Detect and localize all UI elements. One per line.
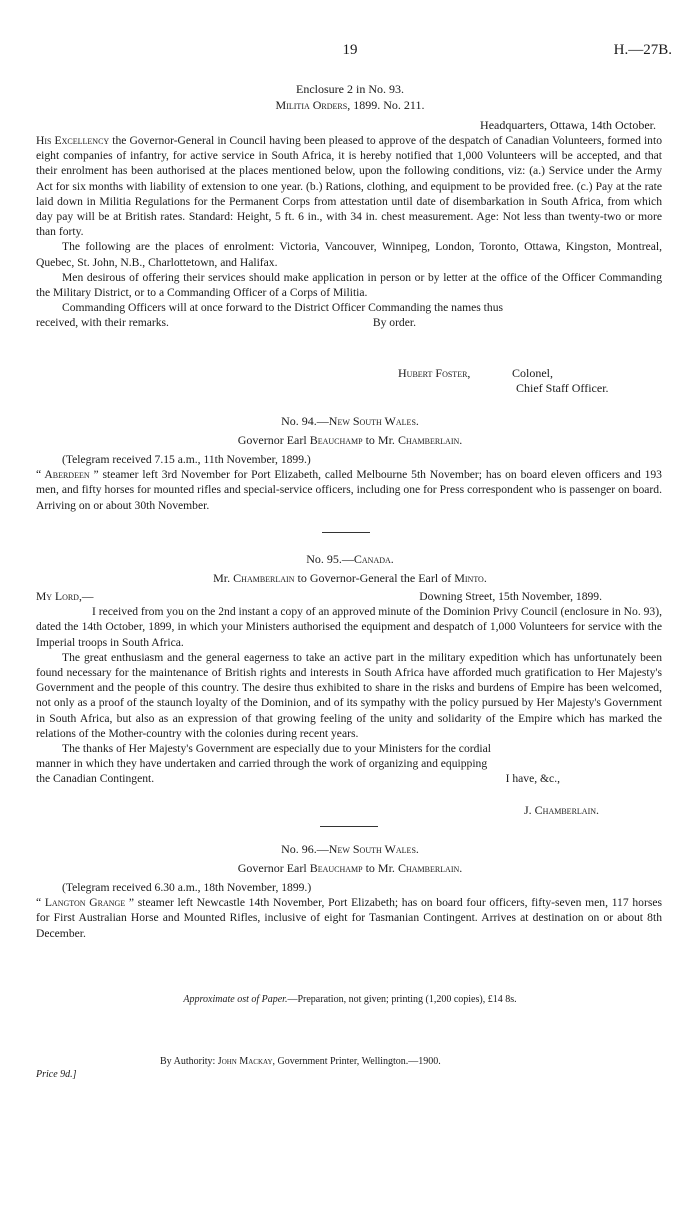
section-divider	[320, 826, 378, 827]
cost-note	[0, 994, 700, 1005]
enclosure-body	[36, 133, 662, 331]
from-prefix: Mr.	[213, 571, 234, 585]
militia-orders-label: Militia Orders, 1899.	[275, 98, 381, 112]
telegram-received: (Telegram received 6.30 a.m., 18th November, 1899.)	[62, 881, 312, 894]
heading-number: No. 95.—	[306, 552, 354, 566]
heading-place: New South Wales.	[328, 842, 419, 856]
excellency-lead: His Excellency	[36, 134, 110, 147]
printer-name: John Mackay	[217, 1056, 273, 1067]
authority-prefix: By Authority:	[160, 1056, 218, 1067]
cost-rest: —Preparation, not given; printing (1,200 copies), £14 8s.	[287, 994, 517, 1005]
price: Price 9d.]	[36, 1069, 77, 1080]
heading-number: No. 94.—	[281, 414, 329, 428]
paragraph-text: the Governor-General in Council having been pleased to approve of the despatch of Canadian Volunteers, formed into eight companies of infantry, for active service in South Africa, it is hereby notified that 1,000 Volunteers will be accepted, and that their enrolment has been authorised at the places mentioned below, upon the following conditions, viz: (a.) Service under the Army Act for six months with liability of extension to one year. (b.) Rations, clothing, and equipment to be provided free. (c.) Pay at the rate laid down in Militia Regulations for the Permanent Corps from attestation until date of disembarkation in South Africa, from which day pay will be at British rates. Standard: Height, 5 ft. 6 in., with 34 in. chest measurement. Age: Not less than twenty-two or more than forty.	[36, 134, 662, 239]
no94-heading	[0, 414, 700, 429]
paragraph: I received from you on the 2nd instant a copy of an approved minute of the Dominion Privy Council (enclosure in No. 93), dated the 14th October, 1899, in which your Ministers authorised the equipment and despatch of 1,000 Volunteers for service with the Imperial troops in South Africa.	[36, 605, 662, 649]
to-text: to Governor-General the Earl of	[294, 571, 455, 585]
paragraph-line: manner in which they have undertaken and carried through the work of organizing and equipping	[36, 757, 488, 771]
closing: I have, &c.,	[505, 772, 560, 786]
paragraph-line: received, with their remarks.	[36, 316, 169, 330]
no94-correspondents	[0, 433, 700, 448]
to-prefix: to Mr.	[362, 433, 398, 447]
salutation: My Lord,—	[36, 590, 94, 603]
section-divider	[322, 532, 370, 533]
enclosure-title: Enclosure 2 in No. 93.	[296, 82, 404, 96]
from-name: Chamberlain	[233, 571, 295, 585]
headquarters-date: Headquarters, Ottawa, 14th October.	[480, 118, 656, 132]
signer-rank: Colonel,	[512, 366, 553, 380]
to-name: Chamberlain.	[397, 861, 463, 875]
to-prefix: to Mr.	[362, 861, 398, 875]
by-order: By order.	[372, 316, 416, 330]
signature: J. Chamberlain.	[524, 803, 600, 817]
paragraph: Men desirous of offering their services should make application in person or by letter at the office of the Officer Commanding the Military District, or to a Commanding Officer of a Corps of Militia.	[36, 270, 662, 300]
closing-line	[36, 771, 560, 786]
paragraph: The great enthusiasm and the general eagerness to take an active part in the military expedition which has unfortunately been found necessary for the maintenance of British rights and interests in South Africa have afforded much gratification to Her Majesty's Government and the people of this country. The desire thus exhibited to share in the risks and burdens of Empire has been welcomed, not only as a proof of the staunch loyalty of the Dominion, and of its sympathy with the policy pursued by Her Majesty's Government in South Africa, but also as an expression of that growing feeling of the unity and solidarity of the Empire which has marked the relations of the Mother-country with the colonies during recent years.	[36, 650, 662, 740]
paragraph-text: steamer left Newcastle 14th November, Port Elizabeth; has on board four officers, fifty-seven men, 117 horses for First Australian Horse and Mounted Rifles, inclusive of eight for Tasmanian Contingent. Arrives at destination on or about 8th December.	[36, 896, 662, 940]
militia-order-title	[0, 98, 700, 113]
heading-number: No. 96.—	[281, 842, 329, 856]
paragraph-text: steamer left 3rd November for Port Elizabeth, called Melbourne 5th November; has on board eleven officers and 193 men, and fifty horses for mounted rifles and special-service officers, including one for Press correspondent who is passenger on board. Arriving on or about 30th November.	[36, 468, 662, 512]
authority-suffix: , Government Printer, Wellington.—1900.	[272, 1056, 441, 1067]
from-name: Beauchamp	[309, 861, 363, 875]
letter-date: Downing Street, 15th November, 1899.	[419, 590, 602, 603]
heading-place: Canada.	[353, 552, 394, 566]
from-prefix: Governor Earl	[237, 861, 310, 875]
ship-name: “ Langton Grange ”	[36, 896, 135, 910]
no94-body	[36, 452, 662, 513]
no95-correspondents	[0, 571, 700, 586]
cost-mid: ost of Paper.	[237, 994, 288, 1005]
authority-line	[160, 1056, 441, 1067]
ship-name: “ Aberdeen ”	[36, 468, 99, 482]
signer-name: Hubert Foster,	[398, 366, 471, 380]
no95-body	[36, 589, 662, 787]
no96-body	[36, 880, 662, 941]
paragraph: The following are the places of enrolment: Victoria, Vancouver, Winnipeg, London, Toronto, Ottawa, Kingston, Montreal, Quebec, St. John, N.B., Charlottetown, and Halifax.	[36, 240, 662, 269]
telegram-received: (Telegram received 7.15 a.m., 11th November, 1899.)	[62, 453, 311, 466]
heading-place: New South Wales.	[328, 414, 419, 428]
paragraph	[36, 467, 662, 513]
signer-title: Chief Staff Officer.	[516, 381, 609, 395]
salutation-line	[36, 589, 602, 604]
paragraph-line: The thanks of Her Majesty's Government are especially due to your Ministers for the cordial	[62, 742, 491, 756]
page-number: 19	[342, 42, 358, 58]
paragraph-line: the Canadian Contingent.	[36, 772, 155, 786]
cost-label: Approximate	[183, 994, 235, 1005]
no96-heading	[0, 842, 700, 857]
to-name: Minto.	[454, 571, 487, 585]
page-reference: H.—27B.	[613, 42, 672, 58]
no96-correspondents	[0, 861, 700, 876]
remarks-line	[36, 315, 416, 330]
paragraph	[36, 895, 662, 941]
paragraph-line: Commanding Officers will at once forward to the District Officer Commanding the names thus	[62, 301, 503, 315]
to-name: Chamberlain.	[397, 433, 463, 447]
from-name: Beauchamp	[309, 433, 363, 447]
order-number: No. 211.	[383, 98, 425, 112]
paragraph	[36, 133, 662, 239]
from-prefix: Governor Earl	[237, 433, 310, 447]
no95-heading	[0, 552, 700, 567]
